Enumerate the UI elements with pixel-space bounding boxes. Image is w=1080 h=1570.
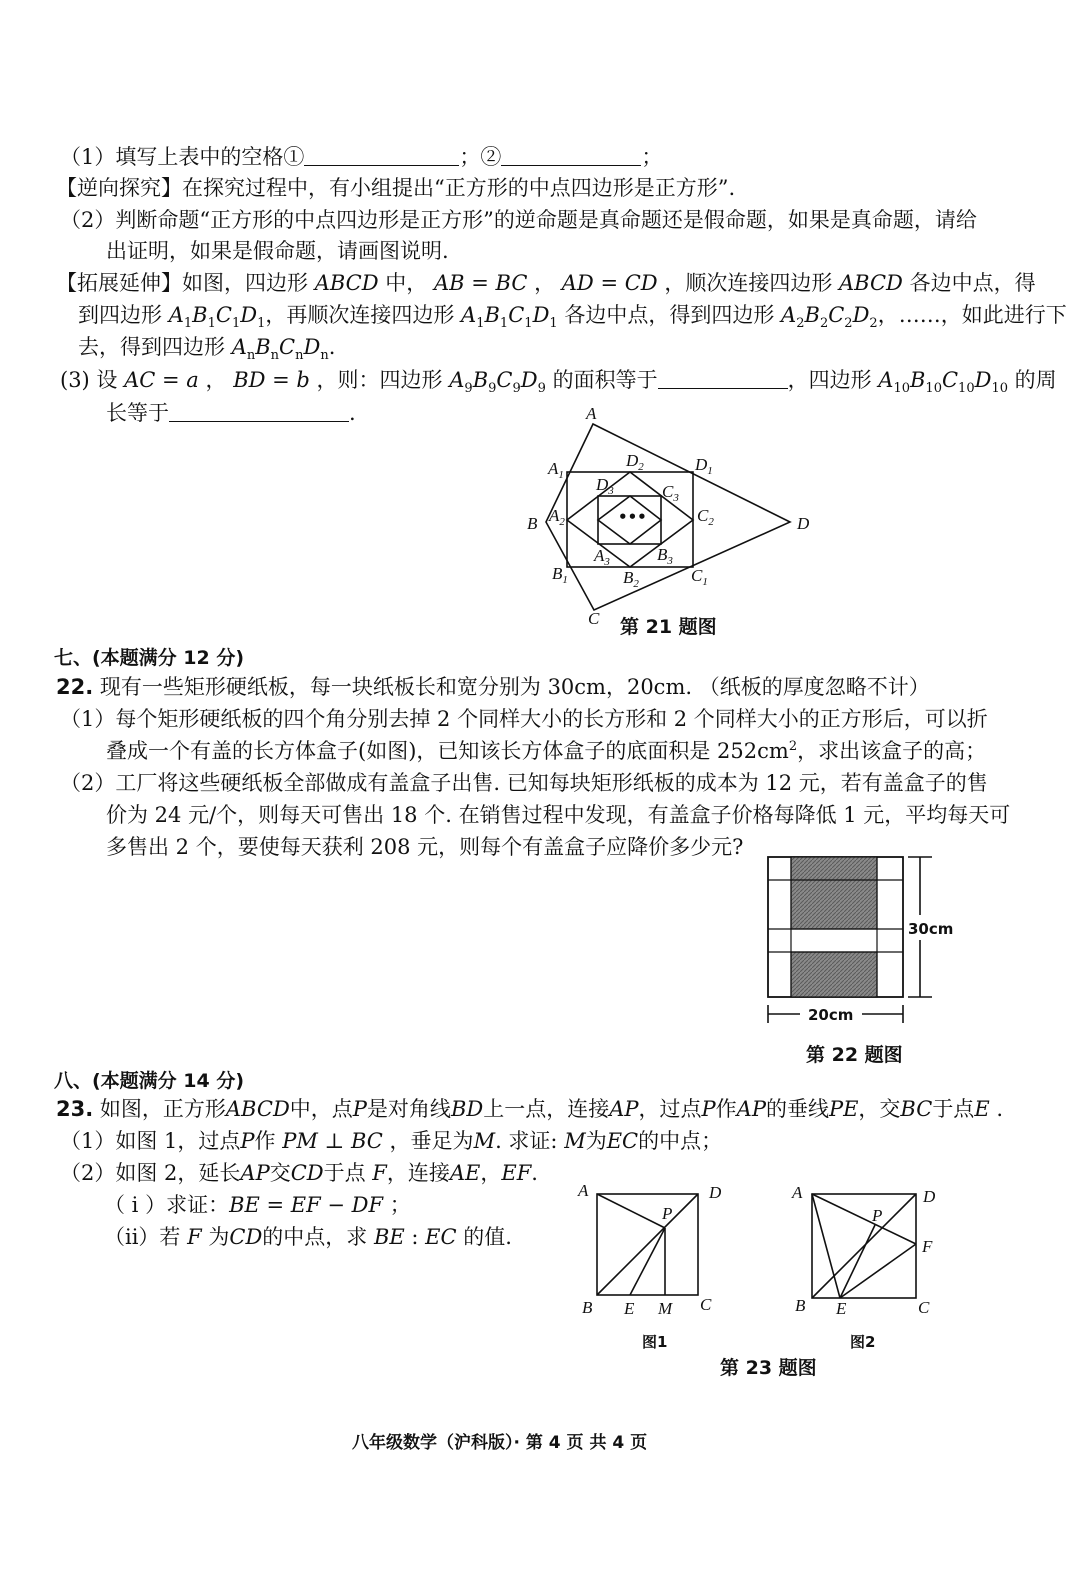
q21-part1-text: （1）填写上表中的空格① (60, 145, 305, 169)
f2-A: A (792, 1183, 803, 1202)
pt-A3: $A_3$ (594, 546, 610, 568)
f2-F: F (922, 1237, 933, 1256)
q21-part1-sep: ；② (459, 145, 502, 169)
f1-M: M (658, 1299, 673, 1318)
section7-title: 七、(本题满分 12 分) (54, 647, 245, 669)
reverse-title: 【逆向探究】 (56, 176, 182, 200)
seg-pe-1 (630, 1228, 665, 1295)
q22-part1-line2-end: ，求出该盒子的高； (797, 739, 987, 763)
seg-ef-2 (840, 1244, 916, 1298)
f1-B: B (582, 1298, 593, 1317)
q21-extend-line3: 去，得到四边形 $A_nB_nC_nD_n$. (78, 335, 336, 363)
q22-part1-line1: （1）每个矩形硬纸板的四个角分别去掉 2 个同样大小的长方形和 2 个同样大小的正方形后，可以折 (60, 707, 988, 731)
f2-B: B (795, 1296, 806, 1315)
extend-title: 【拓展延伸】 (56, 271, 182, 295)
answer-blank-2[interactable] (501, 143, 641, 166)
q21-part1-end: ； (641, 145, 663, 169)
q23-part2-i: （ i ）求证：BE = EF − DF ； (104, 1193, 411, 1217)
seg-ap-1 (597, 1194, 665, 1228)
q23-number: 23. (56, 1097, 94, 1121)
pt-C1: $C_1$ (691, 566, 708, 588)
diag-bd-2 (812, 1194, 916, 1298)
q22-number: 22. (56, 675, 94, 699)
answer-blank-4[interactable] (169, 399, 349, 422)
section8-title: 八、(本题满分 14 分) (54, 1070, 245, 1092)
pt-B: B (527, 514, 538, 533)
pt-D3: $D_3$ (596, 475, 614, 497)
f1-E: E (624, 1299, 635, 1318)
f1-C: C (700, 1295, 712, 1314)
q21-reverse (56, 173, 735, 203)
pt-C2: $C_2$ (697, 506, 714, 528)
q23-stem-line: 23. 如图，正方形ABCD中，点P是对角线BD上一点，连接AP，过点P作AP的垂线PE，交BC于点E . (56, 1097, 1004, 1121)
pt-C: C (588, 609, 600, 628)
q23-figure2-label: 图2 (850, 1333, 876, 1351)
pt-B1: $B_1$ (552, 564, 568, 586)
f1-D: D (709, 1183, 722, 1202)
q23-figure-caption: 第 23 题图 (720, 1357, 817, 1379)
q21-extend-line1: 【拓展延伸】如图，四边形 ABCD 中， AB = BC ， AD = CD ，顺次连接四边形 ABCD 各边中点，得 (56, 271, 1036, 295)
q23-part1: （1）如图 1，过点P作 PM ⊥ BC ，垂足为M. 求证: M为EC的中点； (60, 1129, 723, 1153)
q23-figure2 (785, 1178, 945, 1323)
f2-C: C (918, 1298, 930, 1317)
pt-B3: $B_3$ (657, 545, 673, 567)
f1-P: P (662, 1204, 673, 1223)
q22-figure-caption: 第 22 题图 (806, 1044, 903, 1066)
pt-D: D (797, 514, 810, 533)
q22-stem: 现有一些矩形硬纸板，每一块纸板长和宽分别为 30cm，20cm. （纸板的厚度忽略不计） (99, 675, 930, 699)
q22-part2-line2: 价为 24 元/个，则每天可售出 18 个. 在销售过程中发现，有盖盒子价格每降低 1 元，平均每天可 (106, 803, 1011, 827)
pt-A2: $A_2$ (549, 506, 565, 528)
q23-part2: （2）如图 2，延长AP交CD于点 F，连接AE，EF. (60, 1161, 538, 1185)
q23-figure1 (570, 1178, 730, 1323)
q21-part2-line1: （2）判断命题“正方形的中点四边形是正方形”的逆命题是真命题还是假命题，如果是真命题，请给 (60, 208, 977, 232)
f2-P: P (872, 1206, 883, 1225)
q22-part1-line2 (106, 736, 986, 766)
pt-D1: $D_1$ (695, 455, 713, 477)
pt-D2: $D_2$ (626, 451, 644, 473)
pt-B2: $B_2$ (623, 568, 639, 590)
q21-figure (520, 400, 820, 635)
dim-width: 20cm (808, 1006, 854, 1024)
f2-D: D (923, 1187, 936, 1206)
q21-part2-line2: 出证明，如果是假命题，请画图说明. (106, 239, 449, 263)
q21-part3-line2: 长等于 . (106, 401, 356, 425)
q22-figure (760, 850, 975, 1030)
seg-af-2 (812, 1194, 916, 1244)
quad-abcd (546, 424, 790, 610)
answer-blank-3[interactable] (658, 366, 788, 389)
q22-part1-line2-text: 叠成一个有盖的长方体盒子(如图)，已知该长方体盒子的底面积是 252cm (106, 739, 789, 763)
f1-A: A (578, 1181, 589, 1200)
center-dots: ••• (618, 508, 647, 526)
net-shaded-bottom (791, 952, 877, 997)
q22-part2-line3: 多售出 2 个，要使每天获利 208 元，则每个有盖盒子应降价多少元? (106, 835, 744, 859)
q23-part2-ii: （ii）若 F 为CD的中点，求 BE : EC 的值. (104, 1225, 512, 1249)
answer-blank-1[interactable] (304, 143, 459, 166)
dim-height: 30cm (908, 920, 954, 938)
seg-pe-2 (840, 1225, 875, 1298)
q21-figure-caption: 第 21 题图 (620, 616, 717, 638)
q21-part3-line1: (3) 设 AC = a ， BD = b ，则：四边形 $A_9B_9C_9D_9$ 的面积等于 ，四边形 $A_{10}B_{10}C_{10}D_{10}$ 的周 (60, 368, 1057, 396)
reverse-text: 在探究过程中，有小组提出“正方形的中点四边形是正方形”. (182, 176, 736, 200)
pt-A: A (586, 404, 597, 423)
page-footer: 八年级数学（沪科版）· 第 4 页 共 4 页 (352, 1433, 648, 1453)
q23-figure1-label: 图1 (642, 1333, 668, 1351)
q21-extend-line2: 到四边形 $A_1B_1C_1D_1$，再顺次连接四边形 $A_1B_1C_1D_1$ 各边中点，得到四边形 $A_2B_2C_2D_2$，……，如此进行下 (78, 303, 1067, 331)
q21-part1 (60, 142, 662, 172)
f2-E: E (836, 1299, 847, 1318)
net-shaded-top (791, 857, 877, 929)
seg-ae-2 (812, 1194, 840, 1298)
pt-A1: $A_1$ (548, 459, 564, 481)
q22-part2-line1: （2）工厂将这些硬纸板全部做成有盖盒子出售. 已知每块矩形纸板的成本为 12 元，若有盖盒子的售 (60, 771, 988, 795)
squared-sup: 2 (788, 739, 798, 754)
pt-C3: $C_3$ (662, 482, 679, 504)
diag-bd-1 (597, 1194, 698, 1295)
q22-stem-line (56, 672, 930, 702)
